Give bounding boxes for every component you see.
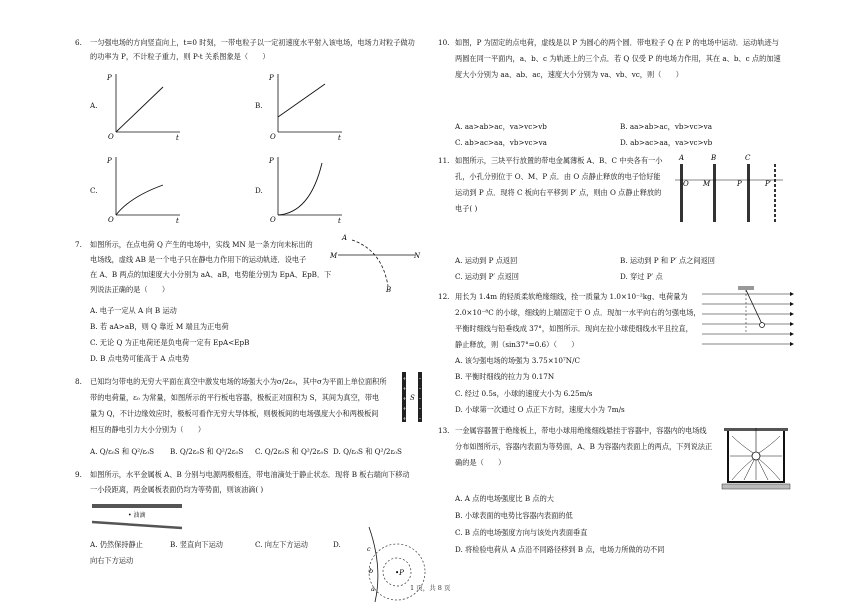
q6-graph-c [108, 155, 183, 223]
axis-t-label: t [176, 134, 179, 142]
axis-p-label: P [107, 74, 112, 82]
q9-stem-line1: 如图所示，水平金属板 A、B 分别与电源两极相连，带电油滴处于静止状态．现将 B 板右端向下移动 [90, 470, 410, 479]
plate-b-label: B [711, 154, 717, 162]
q9-option-a: A. 仍然保持静止 [90, 540, 143, 549]
q9-option-b: B. 竖直向下运动 [170, 540, 223, 549]
q6-option-a-label: A. [90, 101, 98, 110]
q6-option-b-label: B. [255, 101, 263, 110]
q9-option-d-text: 向右下方运动 [90, 556, 134, 565]
axis-p-label: P [269, 74, 274, 82]
q7-stem-line4: 列说法正确的是（ ） [90, 285, 170, 294]
point-a-label: a [371, 585, 375, 593]
q11-stem-line4: 电子( ) [455, 204, 478, 213]
plate-c-label: C [745, 154, 751, 162]
q6-stem-line1: 一匀强电场的方向竖直向上，t=0 时刻，一带电粒子以一定初速度水平射入该电场，电场力对粒子做功 [90, 38, 415, 47]
point-p-label: P [737, 180, 742, 188]
point-a-label: A [342, 234, 348, 242]
q10-stem-line1: 如图，P 为固定的点电荷，虚线是以 P 为圆心的两个圆．带电粒子 Q 在 P 的电场中运动．运动轨迹与 [455, 38, 779, 47]
svg-text:-: - [419, 385, 422, 392]
q9-plates-figure [90, 500, 185, 535]
origin-label: O [270, 216, 276, 224]
svg-text:+: + [402, 406, 407, 412]
q13-option-b: B. 小球表面的电势比容器内表面的低 [455, 511, 573, 520]
point-p-prime-label: P′ [765, 180, 772, 188]
q10-option-a: A. aa>ab>ac，va>vc>vb [455, 122, 547, 131]
q8-number: 8. [75, 377, 82, 386]
q8-stem-line3: 量为 Q，不计边缘效应时，极板可看作无穷大导体板，则极板间的电场强度大小和两极板间 [90, 409, 379, 418]
origin-label: O [108, 133, 114, 141]
q13-option-a: A. A 点的电场强度比 B 点的大 [455, 494, 554, 503]
point-n-label: N [414, 252, 421, 260]
q6-number: 6. [75, 38, 82, 47]
q8-stem-line2: 带的电荷量，ε₀ 为常量，如图所示的平行板电容器，极板正对面积为 S，其间为真空，带电 [90, 393, 380, 402]
q12-option-c: C. 经过 0.5s，小球的速度大小为 6.25m/s [455, 389, 593, 398]
q11-option-d: D. 穿过 P′ 点 [620, 272, 663, 281]
q9-number: 9. [75, 470, 82, 479]
svg-text:-: - [419, 395, 422, 402]
q11-stem-line1: 如图所示，三块平行放置的带电金属薄板 A、B、C 中央各有一小 [455, 156, 663, 165]
q10-option-b: B. aa>ab>ac，vb>vc>va [620, 122, 712, 131]
q13-container-figure [720, 422, 792, 492]
axis-t-label: t [176, 217, 179, 225]
q12-option-a: A. 该匀强电场的场强为 3.75×10⁷N/C [455, 356, 580, 365]
svg-text:+: + [402, 376, 407, 382]
q12-number: 12. [438, 292, 450, 301]
q9-option-d: D. [333, 540, 341, 549]
origin-label: O [108, 216, 114, 224]
q6-stem-line2: 的功率为 P，不计粒子重力，则 P-t 关系图象是（ ） [90, 52, 270, 61]
q13-number: 13. [438, 426, 450, 435]
q6-graph-d [270, 155, 345, 223]
q7-option-b: B. 若 aA>aB，则 Q 靠近 M 端且为正电荷 [90, 322, 229, 331]
q12-stem-line1: 用长为 1.4m 的轻质柔软绝缘细线，拴一质量为 1.0×10⁻²kg、电荷量为 [455, 292, 688, 301]
q8-capacitor-figure [398, 370, 428, 425]
q7-figure [330, 232, 420, 292]
axis-t-label: t [338, 217, 341, 225]
point-m-label: M [703, 180, 711, 188]
point-b-label: b [369, 567, 374, 575]
point-b-label: B [386, 286, 392, 294]
svg-text:+: + [402, 396, 407, 402]
q13-option-c: C. B 点的电场强度方向与该处内表面垂直 [455, 528, 588, 537]
q11-stem-line3: 运动到 P 点．现将 C 板向右平移到 P′ 点，则由 O 点静止释放的 [455, 188, 662, 197]
q12-option-d: D. 小球第一次通过 O 点正下方时，速度大小为 7m/s [455, 405, 625, 414]
q6-graph-b [270, 72, 345, 140]
point-p-label: •P [395, 569, 404, 577]
q10-option-d: D. ab>ac>aa，va>vc>vb [620, 138, 713, 147]
q9-option-c: C. 向左下方运动 [255, 540, 308, 549]
q13-option-d: D. 将检验电荷从 A 点沿不同路径移到 B 点，电场力所做的功不同 [455, 545, 665, 554]
q11-number: 11. [438, 156, 450, 165]
q7-stem-line3: 在 A、B 两点的加速度大小分别为 aA、aB，电势能分别为 EpA、EpB．下 [90, 270, 332, 279]
svg-text:-: - [419, 415, 422, 422]
q11-stem-line2: 孔，小孔分别位于 O、M、P 点．由 O 点静止释放的电子恰好能 [455, 172, 661, 181]
origin-label: O [270, 133, 276, 141]
q12-stem-line2: 2.0×10⁻⁸C 的小球，细线的上端固定于 O 点．现加一水平向右的匀强电场， [455, 308, 701, 317]
svg-text:-: - [419, 375, 422, 382]
q7-number: 7. [75, 240, 82, 249]
q7-option-c: C. 无论 Q 为正电荷还是负电荷一定有 EpA<EpB [90, 338, 250, 347]
axis-t-label: t [338, 134, 341, 142]
q12-field-figure [700, 284, 795, 354]
q11-option-a: A. 运动到 P 点返回 [455, 256, 518, 265]
q12-stem-line3: 平衡时细线与铅垂线成 37°，如图所示．现向左拉小球使细线水平且拉直， [455, 324, 693, 333]
q8-stem-line4: 相互的静电引力大小分别为（ ） [90, 425, 206, 434]
q12-option-b: B. 平衡时细线的拉力为 0.17N [455, 372, 555, 381]
area-s-label: S [410, 394, 415, 402]
plate-a-label: A [679, 154, 685, 162]
q9-stem-line2: 一小段距离，两金属板表面仍均为等势面，则该油滴( ) [90, 485, 264, 494]
point-o-label: O [683, 180, 689, 188]
q8-option-a: A. Q/ε₀S 和 Q²/ε₀S [90, 447, 155, 456]
axis-p-label: P [107, 157, 112, 165]
q13-stem-line2: 分布如图所示，容器内表面为等势面，A、B 为容器内表面上的两点，下列说法正 [455, 442, 713, 451]
q7-option-d: D. B 点电势可能高于 A 点电势 [90, 354, 190, 363]
q7-stem-line2: 电场线，虚线 AB 是一个电子只在静电力作用下的运动轨迹．设电子 [90, 255, 307, 264]
svg-text:+: + [402, 416, 407, 422]
q6-option-d-label: D. [255, 186, 263, 195]
point-m-label: M [330, 252, 338, 260]
q8-option-c: C. Q/2ε₀S 和 Q²/2ε₀S [255, 447, 329, 456]
q8-option-b: B. Q/2ε₀S 和 Q²/2ε₀S [170, 447, 244, 456]
q6-graph-a [108, 72, 183, 140]
q10-stem-line3: 度大小分别为 aa、ab、ac，速度大小分别为 va、vb、vc，则（ ） [455, 70, 683, 79]
q13-stem-line3: 确的是（ ） [455, 458, 506, 467]
q6-option-c-label: C. [90, 186, 98, 195]
svg-text:-: - [419, 405, 422, 412]
q11-plates-figure [675, 152, 785, 227]
q7-stem-line1: 如图所示，在点电荷 Q 产生的电场中，实线 MN 是一条方向未标出的 [90, 240, 313, 249]
q10-option-c: C. ab>ac>aa，vb>vc>va [455, 138, 547, 147]
point-c-label: c [367, 545, 371, 553]
oil-drop-label: • 油滴 [128, 512, 146, 519]
q8-stem-line1: 已知均匀带电的无穷大平面在真空中激发电场的场强大小为σ/2ε₀，其中σ为平面上单位面积所 [90, 377, 387, 386]
page-footer: 1 页，共 8 页 [410, 584, 451, 592]
q12-stem-line4: 静止释放，则（sin37°=0.6）（ ） [455, 340, 579, 349]
svg-text:+: + [402, 386, 407, 392]
q7-option-a: A. 电子一定从 A 向 B 运动 [90, 306, 177, 315]
q13-stem-line1: 一金属容器置于绝缘板上，带电小球用绝缘细线悬挂于容器中，容器内的电场线 [455, 426, 707, 435]
q10-stem-line2: 两圆在同一平面内，a、b、c 为轨迹上的三个点．若 Q 仅受 P 的电场力作用，其在 a、b、c 点的加速 [455, 54, 781, 63]
q11-option-c: C. 运动到 P′ 点返回 [455, 272, 519, 281]
q11-option-b: B. 运动到 P 和 P′ 点之间返回 [620, 256, 715, 265]
axis-p-label: P [269, 157, 274, 165]
q8-option-d: D. Q/ε₀S 和 Q²/2ε₀S [333, 447, 402, 456]
q10-number: 10. [438, 38, 450, 47]
